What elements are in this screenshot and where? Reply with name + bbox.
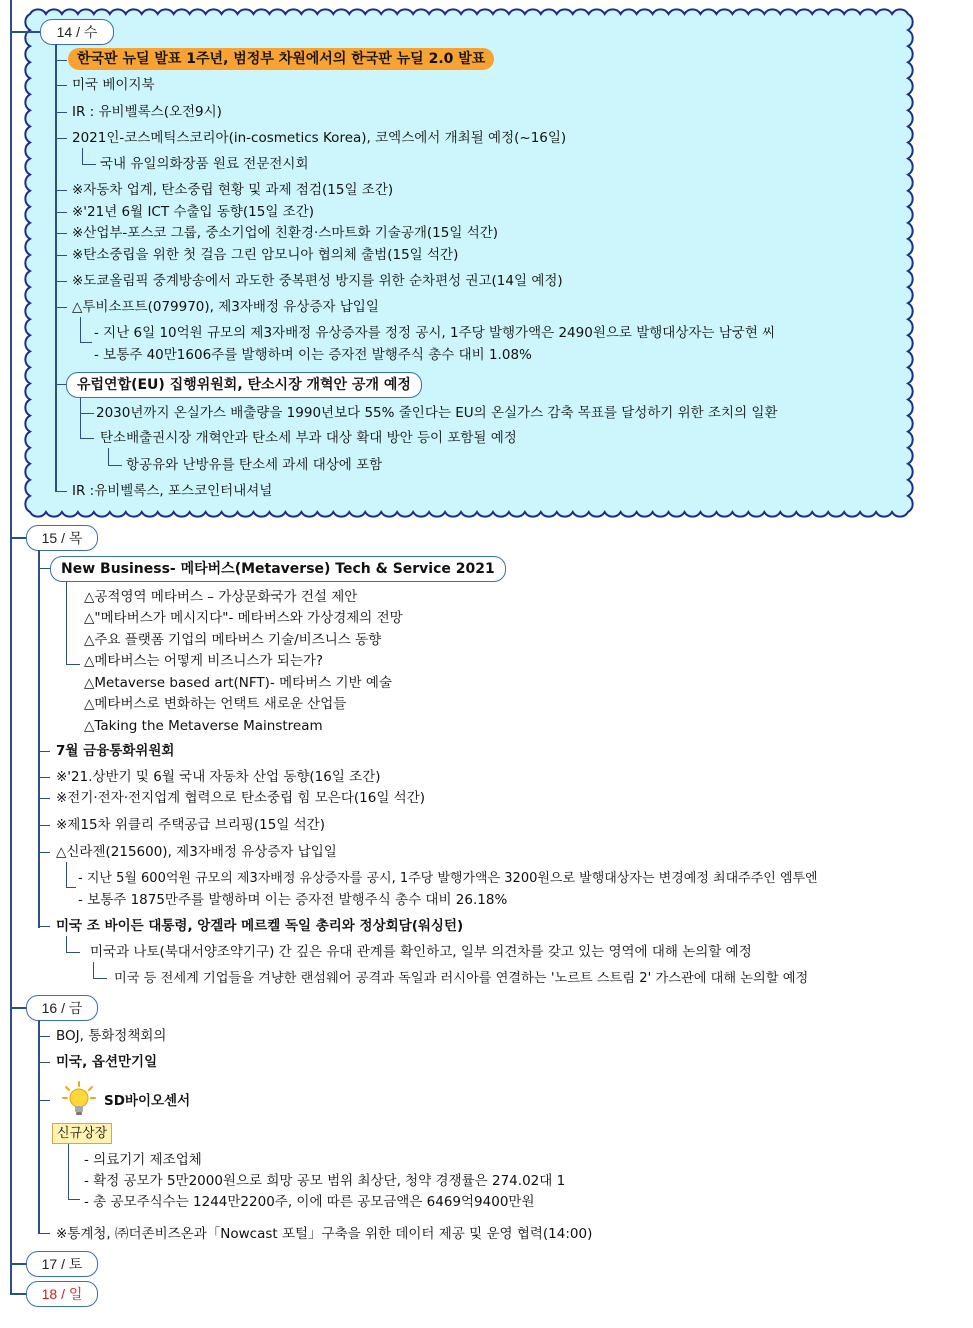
list-item[interactable]: - 지난 6일 10억원 규모의 제3자배정 유상증자를 정정 공시, 1주당 발행가액은 2490원으로 발행대상자는 남궁현 씨	[94, 325, 776, 341]
day-14-label[interactable]: 14 / 수	[40, 19, 114, 45]
list-item[interactable]: ※제15차 위클리 주택공급 브리핑(15일 석간)	[56, 817, 325, 833]
day-18-label[interactable]: 18 / 일	[26, 1281, 98, 1307]
list-item[interactable]: △Metaverse based art(NFT)- 메타버스 기반 예술	[84, 675, 393, 691]
list-item[interactable]: ※전기·전자·전지업계 협력으로 탄소중립 힘 모은다(16일 석간)	[56, 790, 426, 806]
list-item[interactable]: - 총 공모주식수는 1244만2200주, 이에 따른 공모금액은 6469억9400만원	[84, 1194, 535, 1210]
list-item[interactable]: △Taking the Metaverse Mainstream	[84, 718, 323, 734]
list-item[interactable]: △메타버스는 어떻게 비즈니스가 되는가?	[84, 653, 324, 669]
eu-topic-node[interactable]: 유럽연합(EU) 집행위원회, 탄소시장 개혁안 공개 예정	[66, 372, 422, 398]
list-item[interactable]: ※산업부-포스코 그룹, 중소기업에 친환경·스마트화 기술공개(15일 석간)	[72, 225, 499, 241]
list-item[interactable]: - 확정 공모가 5만2000원으로 희망 공모 범위 최상단, 청약 경쟁률은 274.02대 1	[84, 1173, 566, 1189]
list-item[interactable]: 7월 금융통화위원회	[56, 743, 175, 759]
list-item[interactable]: ※자동차 업계, 탄소중립 현황 및 과제 점검(15일 조간)	[72, 182, 394, 198]
list-item[interactable]: IR : 유비벨록스(오전9시)	[72, 104, 222, 120]
new-listing-badge: 신규상장	[52, 1123, 112, 1144]
list-item[interactable]: 미국, 옵션만기일	[56, 1054, 158, 1070]
list-item[interactable]: ※통계청, ㈜더존비즈온과「Nowcast 포털」구축을 위한 데이터 제공 및 운영 협력(14:00)	[56, 1226, 593, 1242]
list-item[interactable]: 미국 조 바이든 대통령, 앙겔라 메르켈 독일 총리와 정상회담(워싱턴)	[56, 918, 464, 934]
list-item[interactable]: 미국과 나토(북대서양조약기구) 간 깊은 유대 관계를 확인하고, 일부 의견차를 갖고 있는 영역에 대해 논의할 예정	[90, 944, 752, 960]
list-item[interactable]: 미국 베이지북	[72, 77, 155, 93]
list-item[interactable]: BOJ, 통화정책회의	[56, 1028, 167, 1044]
list-item[interactable]: - 지난 5월 600억원 규모의 제3자배정 유상증자를 공시, 1주당 발행가액은 3200원으로 발행대상자는 변경예정 최대주주인 엠투엔	[78, 871, 818, 886]
list-item[interactable]: 2030년까지 온실가스 배출량을 1990년보다 55% 줄인다는 EU의 온실가스 감축 목표를 달성하기 위한 조치의 일환	[96, 405, 778, 421]
list-item[interactable]: 미국 등 전세계 기업들을 겨냥한 랜섬웨어 공격과 독일과 러시아를 연결하는 '노르트 스트림 2' 가스관에 대해 논의할 예정	[114, 971, 809, 986]
metaverse-topic-node[interactable]: New Business- 메타버스(Metaverse) Tech & Service 2021	[50, 556, 506, 582]
day-17-label[interactable]: 17 / 토	[26, 1251, 98, 1277]
list-item[interactable]: △공적영역 메타버스 – 가상문화국가 건설 제안	[84, 589, 358, 605]
headline-new-deal[interactable]: 한국판 뉴딜 발표 1주년, 범정부 차원에서의 한국판 뉴딜 2.0 발표	[68, 48, 494, 70]
list-item[interactable]: ※도쿄올림픽 중계방송에서 과도한 중복편성 방지를 위한 순차편성 권고(14일 예정)	[72, 273, 563, 289]
trunk-line	[10, 0, 12, 1295]
list-item[interactable]: 탄소배출권시장 개혁안과 탄소세 부과 대상 확대 방안 등이 포함될 예정	[100, 430, 517, 446]
day-16-label[interactable]: 16 / 금	[26, 995, 98, 1021]
list-item[interactable]: ※탄소중립을 위한 첫 걸음 그린 암모니아 협의체 출범(15일 석간)	[72, 247, 459, 263]
list-item[interactable]: ※'21년 6월 ICT 수출입 동향(15일 조간)	[72, 204, 315, 220]
list-item[interactable]: - 보통주 1875만주를 발행하며 이는 증자전 발행주식 총수 대비 26.18%	[78, 892, 508, 908]
day-15-label[interactable]: 15 / 목	[26, 525, 98, 551]
company-sd-biosensor[interactable]: SD바이오센서	[104, 1093, 191, 1109]
list-item[interactable]: △메타버스로 변화하는 언택트 새로운 산업들	[84, 696, 347, 712]
list-item[interactable]: - 의료기기 제조업체	[84, 1152, 202, 1168]
list-item[interactable]: △주요 플랫폼 기업의 메타버스 기술/비즈니스 동향	[84, 632, 382, 648]
list-item[interactable]: 2021인-코스메틱스코리아(in-cosmetics Korea), 코엑스에서 개최될 예정(~16일)	[72, 130, 567, 146]
list-item[interactable]: △신라젠(215600), 제3자배정 유상증자 납입일	[56, 844, 337, 860]
list-item[interactable]: 국내 유일의화장품 원료 전문전시회	[100, 156, 309, 172]
list-item[interactable]: 항공유와 난방유를 탄소세 과세 대상에 포함	[126, 457, 383, 473]
list-item[interactable]: △"메타버스가 메시지다"- 메타버스와 가상경제의 전망	[84, 610, 403, 626]
list-item[interactable]: IR :유비벨록스, 포스코인터내셔널	[72, 483, 273, 499]
list-item[interactable]: - 보통주 40만1606주를 발행하며 이는 증자전 발행주식 총수 대비 1.08%	[94, 347, 532, 363]
list-item[interactable]: ※'21.상반기 및 6월 국내 자동차 산업 동향(16일 조간)	[56, 769, 381, 785]
list-item[interactable]: △투비소프트(079970), 제3자배정 유상증자 납입일	[72, 299, 379, 315]
lightbulb-icon	[62, 1081, 96, 1117]
